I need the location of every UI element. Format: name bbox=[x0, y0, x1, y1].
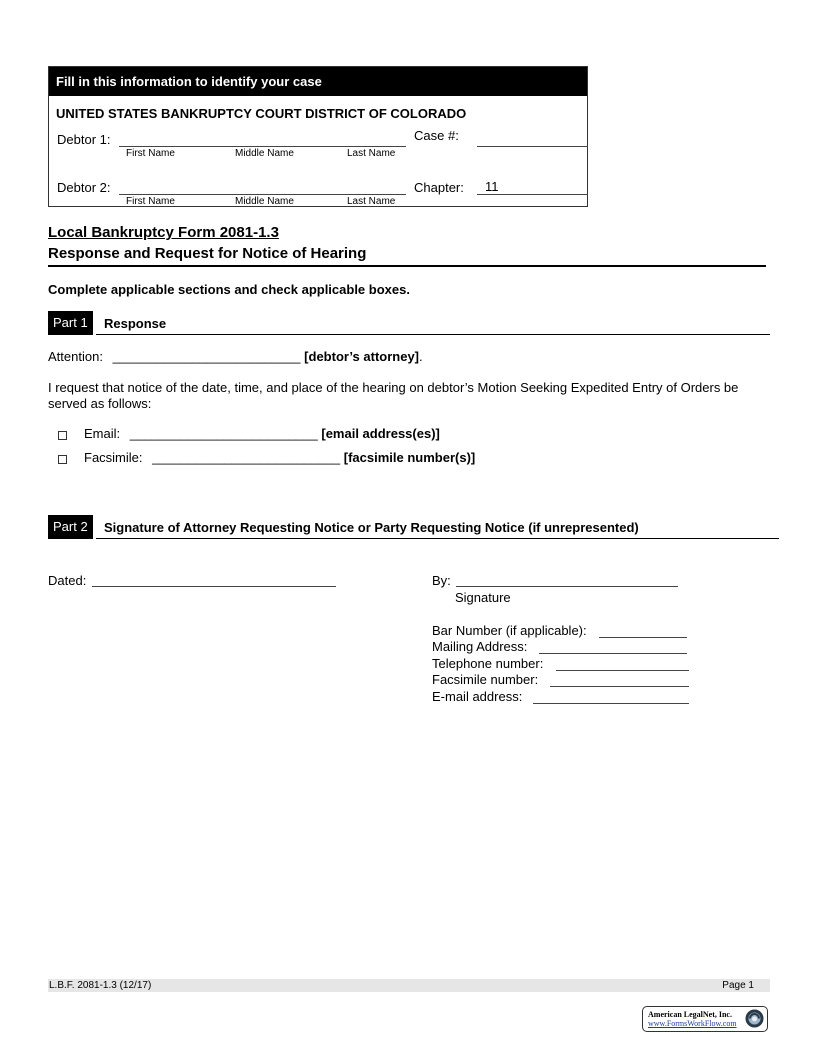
logo-company-name: American LegalNet, Inc. bbox=[648, 1010, 732, 1019]
facsimile-number-label: Facsimile number: bbox=[432, 672, 539, 687]
form-subtitle: Response and Request for Notice of Hearing bbox=[48, 245, 367, 262]
bar-number-label: Bar Number (if applicable): bbox=[432, 623, 587, 638]
email-option bbox=[84, 426, 440, 442]
debtor1-label: Debtor 1: bbox=[57, 132, 111, 147]
debtor1-first-name-caption: First Name bbox=[126, 148, 175, 159]
email-label: Email: bbox=[84, 426, 121, 441]
court-name: UNITED STATES BANKRUPTCY COURT DISTRICT OF COLORADO bbox=[56, 106, 467, 121]
mailing-address-label: Mailing Address: bbox=[432, 639, 528, 654]
chapter-value: 11 bbox=[485, 179, 499, 194]
chapter-field[interactable] bbox=[477, 194, 588, 195]
title-divider bbox=[48, 265, 766, 267]
footer-bar bbox=[48, 979, 770, 992]
email-checkbox[interactable] bbox=[58, 431, 67, 440]
debtor2-first-name-caption: First Name bbox=[126, 196, 175, 207]
facsimile-field[interactable]: __________________________ bbox=[152, 450, 341, 465]
attention-field[interactable]: __________________________ bbox=[112, 349, 301, 364]
case-number-field[interactable] bbox=[477, 146, 588, 147]
case-box-header: Fill in this information to identify your case bbox=[49, 67, 587, 96]
request-text: I request that notice of the date, time, and place of the hearing on debtor’s Motion Seeking Expedited Entry of Orders be served as follows: bbox=[48, 380, 739, 411]
email-address-label: E-mail address: bbox=[432, 689, 523, 704]
part1-tab: Part 1 bbox=[48, 311, 93, 335]
debtor2-name-field[interactable] bbox=[119, 194, 406, 195]
debtor1-middle-name-caption: Middle Name bbox=[235, 148, 294, 159]
mailing-address-field[interactable] bbox=[539, 653, 687, 654]
debtor1-last-name-caption: Last Name bbox=[347, 148, 396, 159]
part2-divider bbox=[96, 538, 779, 539]
facsimile-label: Facsimile: bbox=[84, 450, 143, 465]
footer-form-id: L.B.F. 2081-1.3 (12/17) bbox=[49, 980, 152, 991]
attention-line bbox=[48, 349, 423, 365]
facsimile-checkbox[interactable] bbox=[58, 455, 67, 464]
debtor2-label: Debtor 2: bbox=[57, 180, 111, 195]
attention-suffix: [debtor’s attorney] bbox=[304, 349, 420, 364]
footer-page-number: Page 1 bbox=[722, 980, 754, 991]
telephone-field[interactable] bbox=[556, 670, 689, 671]
form-title: Local Bankruptcy Form 2081-1.3 bbox=[48, 224, 279, 241]
case-info-box bbox=[48, 66, 588, 207]
part2-tab: Part 2 bbox=[48, 515, 93, 539]
instructions: Complete applicable sections and check applicable boxes. bbox=[48, 282, 410, 297]
email-address-field[interactable] bbox=[533, 703, 689, 704]
debtor2-middle-name-caption: Middle Name bbox=[235, 196, 294, 207]
signature-caption: Signature bbox=[455, 590, 511, 605]
facsimile-suffix: [facsimile number(s)] bbox=[343, 450, 476, 465]
facsimile-number-field[interactable] bbox=[550, 686, 689, 687]
logo-globe-icon bbox=[745, 1009, 764, 1028]
part2-title: Signature of Attorney Requesting Notice or Party Requesting Notice (if unrepresented) bbox=[104, 520, 639, 535]
dated-field[interactable] bbox=[92, 586, 336, 587]
american-legalnet-logo[interactable] bbox=[642, 1006, 768, 1032]
case-number-label: Case #: bbox=[414, 128, 459, 143]
email-suffix: [email address(es)] bbox=[321, 426, 440, 441]
signature-field[interactable] bbox=[456, 586, 678, 587]
facsimile-option bbox=[84, 450, 475, 466]
attention-label: Attention: bbox=[48, 349, 103, 364]
dated-label: Dated: bbox=[48, 573, 87, 588]
debtor2-last-name-caption: Last Name bbox=[347, 196, 396, 207]
bar-number-field[interactable] bbox=[599, 637, 687, 638]
chapter-label: Chapter: bbox=[414, 180, 464, 195]
part1-title: Response bbox=[104, 316, 167, 331]
attention-period: . bbox=[419, 349, 423, 364]
email-field[interactable]: __________________________ bbox=[129, 426, 318, 441]
part1-divider bbox=[96, 334, 770, 335]
by-label: By: bbox=[432, 573, 451, 588]
debtor1-name-field[interactable] bbox=[119, 146, 406, 147]
logo-website-link[interactable]: www.FormsWorkFlow.com bbox=[648, 1019, 737, 1028]
telephone-label: Telephone number: bbox=[432, 656, 544, 671]
